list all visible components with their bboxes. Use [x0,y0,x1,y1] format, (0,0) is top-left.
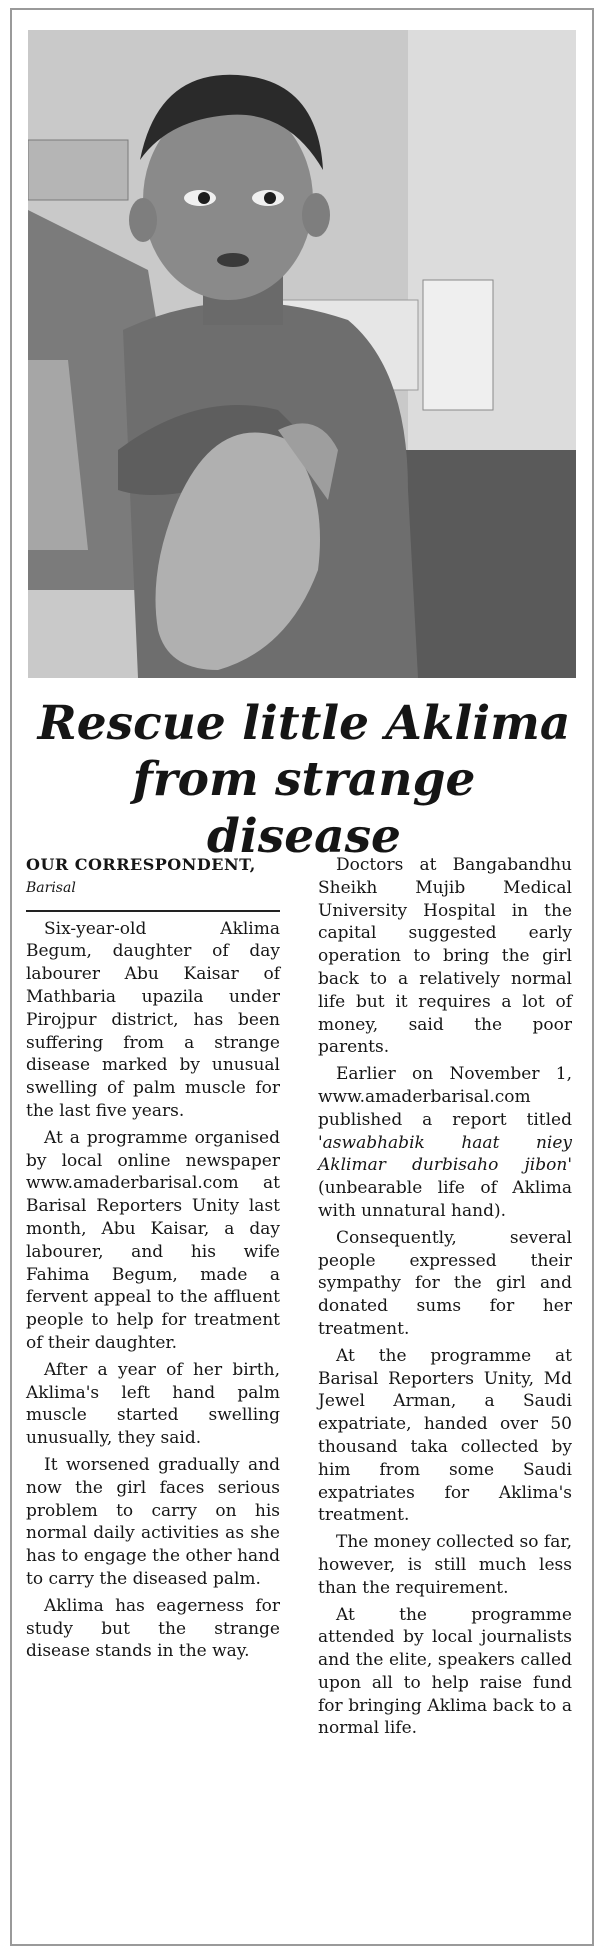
paragraph-report-title [318,1063,572,1223]
paragraph: It worsened gradually and now the girl faces serious problem to carry on his normal daily activities as she has to engage the other hand to carry the diseased palm. [26,1454,280,1589]
headline-line-2: from strange disease [132,752,476,864]
article-column-left [26,854,280,1667]
article-photo [28,30,576,678]
article-frame [10,8,594,1946]
photo-illustration [28,30,576,678]
article-column-right [318,854,572,1744]
report-intro-text: Earlier on November 1, www.amaderbarisal.com published a report titled [318,1064,572,1130]
paragraph: Doctors at Bangabandhu Sheikh Mujib Medical University Hospital in the capital suggested early operation to bring the girl back to a relatively normal life but it requires a lot of money, said the poor parents. [318,855,572,1058]
paragraph: At the programme attended by local journalists and the elite, speakers called upon all to help raise fund for bringing Aklima back to a normal life. [318,1604,572,1739]
paragraph: Aklima has eagerness for study but the strange disease stands in the way. [26,1595,280,1662]
paragraph: Consequently, several people expressed their sympathy for the girl and donated sums for her treatment. [318,1227,572,1339]
paragraph: After a year of her birth, Aklima's left hand palm muscle started swelling unusually, they said. [26,1359,280,1449]
byline-rule [26,910,280,912]
headline [28,696,580,865]
paragraph: The money collected so far, however, is still much less than the requirement. [318,1532,572,1598]
report-translation: (unbearable life of Aklima with unnatural hand). [318,1178,572,1221]
paragraph: Six-year-old Aklima Begum, daughter of day labourer Abu Kaisar of Mathbaria upazila under Pirojpur district, has been suffering from a strange disease marked by unusual swelling of palm muscle for the last five years. [26,918,280,1121]
paragraph: At the programme at Barisal Reporters Unity, Md Jewel Arman, a Saudi expatriate, handed over 50 thousand taka collected by him from some Saudi expatriates for Aklima's treatment. [318,1345,572,1526]
headline-line-1: Rescue little Aklima [37,696,571,751]
byline: OUR CORRESPONDENT, [26,855,256,874]
paragraph: At a programme organised by local online newspaper www.amaderbarisal.com at Barisal Reporters Unity last month, Abu Kaisar, a day labourer, and his wife Fahima Begum, made a fervent appeal to the affluent people to help for treatment of their daughter. [26,1127,280,1353]
report-title: 'aswabhabik haat niey Aklimar durbisaho jibon' [318,1132,572,1176]
dateline: Barisal [26,879,76,896]
